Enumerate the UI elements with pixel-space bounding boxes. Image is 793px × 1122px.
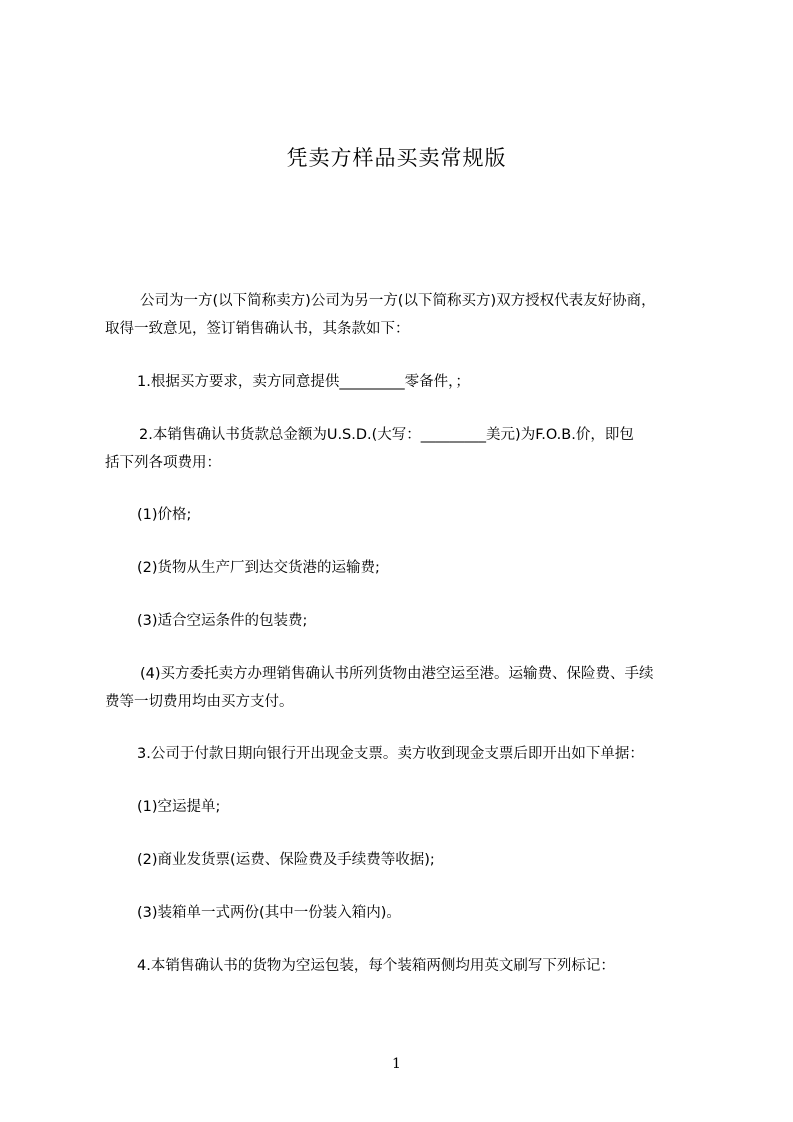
clause-2-item-4-line-1: (4)买方委托卖方办理销售确认书所列货物由港空运至港。运输费、保险费、手续 (140, 666, 654, 682)
clause-3-item-3: (3)装箱单一式两份(其中一份装入箱内)。 (137, 905, 401, 921)
page-number: 1 (392, 1056, 401, 1072)
clause-2-item-4-line-2: 费等一切费用均由买方支付。 (105, 694, 294, 710)
clause-3: 3.公司于付款日期向银行开出现金支票。卖方收到现金支票后即开出如下单据： (137, 746, 644, 762)
clause-4: 4.本销售确认书的货物为空运包装，每个装箱两侧均用英文刷写下列标记： (137, 958, 615, 974)
paragraph-intro-line-2: 取得一致意见，签订销售确认书，其条款如下： (105, 321, 410, 337)
paragraph-intro-line-1: 公司为一方(以下简称卖方)公司为另一方(以下简称买方)双方授权代表友好协商， (140, 293, 656, 309)
clause-2-line-1: 2.本销售确认书货款总金额为U.S.D.(大写：_________美元)为F.O.B.价，即包 (139, 427, 634, 443)
clause-2-item-1: (1)价格; (137, 507, 192, 523)
clause-2-item-3: (3)适合空运条件的包装费; (137, 613, 308, 629)
clause-1: 1.根据买方要求，卖方同意提供_________零备件，； (137, 374, 470, 390)
clause-3-item-2: (2)商业发货票(运费、保险费及手续费等收据); (137, 852, 435, 868)
clause-3-item-1: (1)空运提单; (137, 799, 221, 815)
clause-2-item-2: (2)货物从生产厂到达交货港的运输费; (137, 560, 380, 576)
clause-2-line-2: 括下列各项费用： (105, 455, 221, 471)
document-title: 凭卖方样品买卖常规版 (286, 146, 507, 170)
